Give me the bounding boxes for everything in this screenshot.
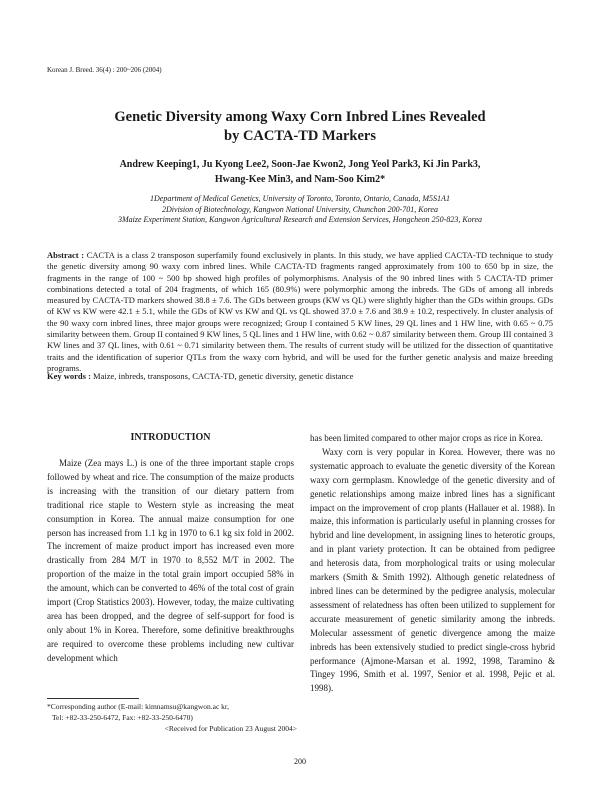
intro-paragraph-2: Waxy corn is very popular in Korea. However, there was no systematic approach to evaluate the genetic diversity of the Korean waxy corn germplasm. Knowledge of the genetic diversity and of genetic relationships among maize inbred lines has a significant impact on the improvement of crop plants (Hallauer et al. 1988). In maize, this information is particularly useful in planning crosses for hybrid and line development, in assigning lines to heterotic groups, and in plant variety protection. It can be obtained from pedigree and heterosis data, from morphological traits or using molecular markers (Smith & Smith 1992). Although genetic relatedness of inbred lines can be determined by the pedigree analysis, molecular assessment of relatedness has often been utilized to supplement for accurate measurement of genetic similarity among the inbreds. Molecular assessment of genetic divergence among the maize inbreds has been extensively studied to predict single-cross hybrid performance (Ajmone-Marsan et al. 1992, 1998, Taramino & Tingey 1996, Smith et al. 1997, Senior et al. 1998, Pejic et al. 1998).: [310, 446, 555, 694]
title-line-1: Genetic Diversity among Waxy Corn Inbred Lines Revealed: [114, 109, 486, 125]
intro-paragraph-1: Maize (Zea mays L.) is one of the three important staple crops followed by wheat and rice. The consumption of the maize products is increasing with the transition of our dietary pattern from traditional rice staple to Western style as increasing the meat consumption in Korea. The annual maize consumption for one person has increased from 1.1 kg in 1970 to 6.1 kg six fold in 2002. The increment of maize product import has increased even more drastically from 284 M/T in 1970 to 8,552 M/T in 2002. The proportion of the maize in the total grain import occupied 58% in the amount, which can be converted to 46% of the total cost of grain import (Crop Statistics 2003). However, today, the maize cultivating area has been dropped, and the degree of self-support for food is only about 1% in Korea. Therefore, some definitive breakthroughs are required to overcome these problems including new cultivar development which: [47, 458, 294, 663]
right-column: [310, 432, 555, 696]
keywords-text: Maize, inbreds, transposons, CACTA-TD, genetic diversity, genetic distance: [93, 371, 354, 381]
footnote: [47, 701, 297, 734]
authors-line-1: Andrew Keeping1, Ju Kyong Lee2, Soon-Jae Kwon2, Jong Yeol Park3, Ki Jin Park3,: [119, 159, 481, 170]
authors-line-2: Hwang-Kee Min3, and Nam-Soo Kim2*: [214, 174, 386, 185]
section-heading-introduction: INTRODUCTION: [130, 432, 211, 443]
abstract-text: CACTA is a class 2 transposon superfamily found exclusively in plants. In this study, we have applied CACTA-TD technique to study the genetic diversity among 90 waxy corn inbred lines. While CACTA-TD fragments ranged approximately from 100 to 650 bp in size, the fragments in the range of 100 ~ 500 bp showed high profiles of polymorphisms. Analysis of the 90 inbred lines with 5 CACTA-TD primer combinations detected a total of 204 fragments, of which 165 (80.9%) were polymorphic among the inbreds. The GDs of among all inbreds measured by CACTA-TD markers showed 38.8 ± 7.6. The GDs between groups (KW vs QL) were slightly higher than the GDs within groups. GDs of KW vs KW were 42.1 ± 5.1, while the GDs of KW vs KW and QL vs QL showed 37.0 ± 7.6 and 38.9 ± 10.2, respectively. In cluster analysis of the 90 waxy corn inbred lines, three major groups were recognized; Group I contained 5 KW lines, 29 QL lines and 1 HW line, with 0.65 ~ 0.75 similarity between them. Group II contained 9 KW lines, 5 QL lines and 1 HW line, with 0.62 ~ 0.87 similarity between them. Group III contained 3 KW lines and 37 QL lines, with 0.61 ~ 0.71 similarity between them. The results of current study will be utilized for the dissection of quantitative traits and the identification of superior QTLs from the waxy corn hybrid, and will be used for the further genetic analysis and maize breeding programs.: [47, 250, 554, 373]
left-column: [47, 457, 294, 666]
footnote-line-2: Tel: +82-33-250-6472, Fax: +82-33-250-6470): [52, 713, 193, 722]
author-list: [40, 157, 560, 187]
journal-reference: Korean J. Breed. 36(4) : 200~206 (2004): [47, 66, 162, 74]
abstract-label: Abstract :: [47, 250, 85, 260]
keywords-label: Key words :: [47, 371, 91, 381]
affiliations: [40, 194, 560, 226]
affiliation-1: 1Department of Medical Genetics, University of Toronto, Toronto, Ontario, Canada, M5S1A1: [150, 194, 450, 203]
footnote-divider: [47, 698, 139, 699]
intro-paragraph-continued: has been limited compared to other major crops as rice in Korea.: [310, 433, 543, 443]
title-line-2: by CACTA-TD Markers: [224, 128, 376, 144]
page-number: 200: [294, 757, 306, 766]
paper-title: [40, 108, 560, 146]
abstract: [47, 250, 553, 374]
keywords: [47, 371, 553, 382]
footnote-line-3: <Received for Publication 23 August 2004>: [164, 724, 297, 733]
footnote-line-1: *Corresponding author (E-mail: kimnamsu@kangwon.ac kr,: [47, 702, 229, 711]
affiliation-3: 3Maize Experiment Station, Kangwon Agricultural Research and Extension Services, Hongcheon 250-823, Korea: [117, 215, 483, 224]
affiliation-2: 2Division of Biotechnology, Kangwon National University, Chunchon 200-701, Korea: [162, 204, 438, 214]
